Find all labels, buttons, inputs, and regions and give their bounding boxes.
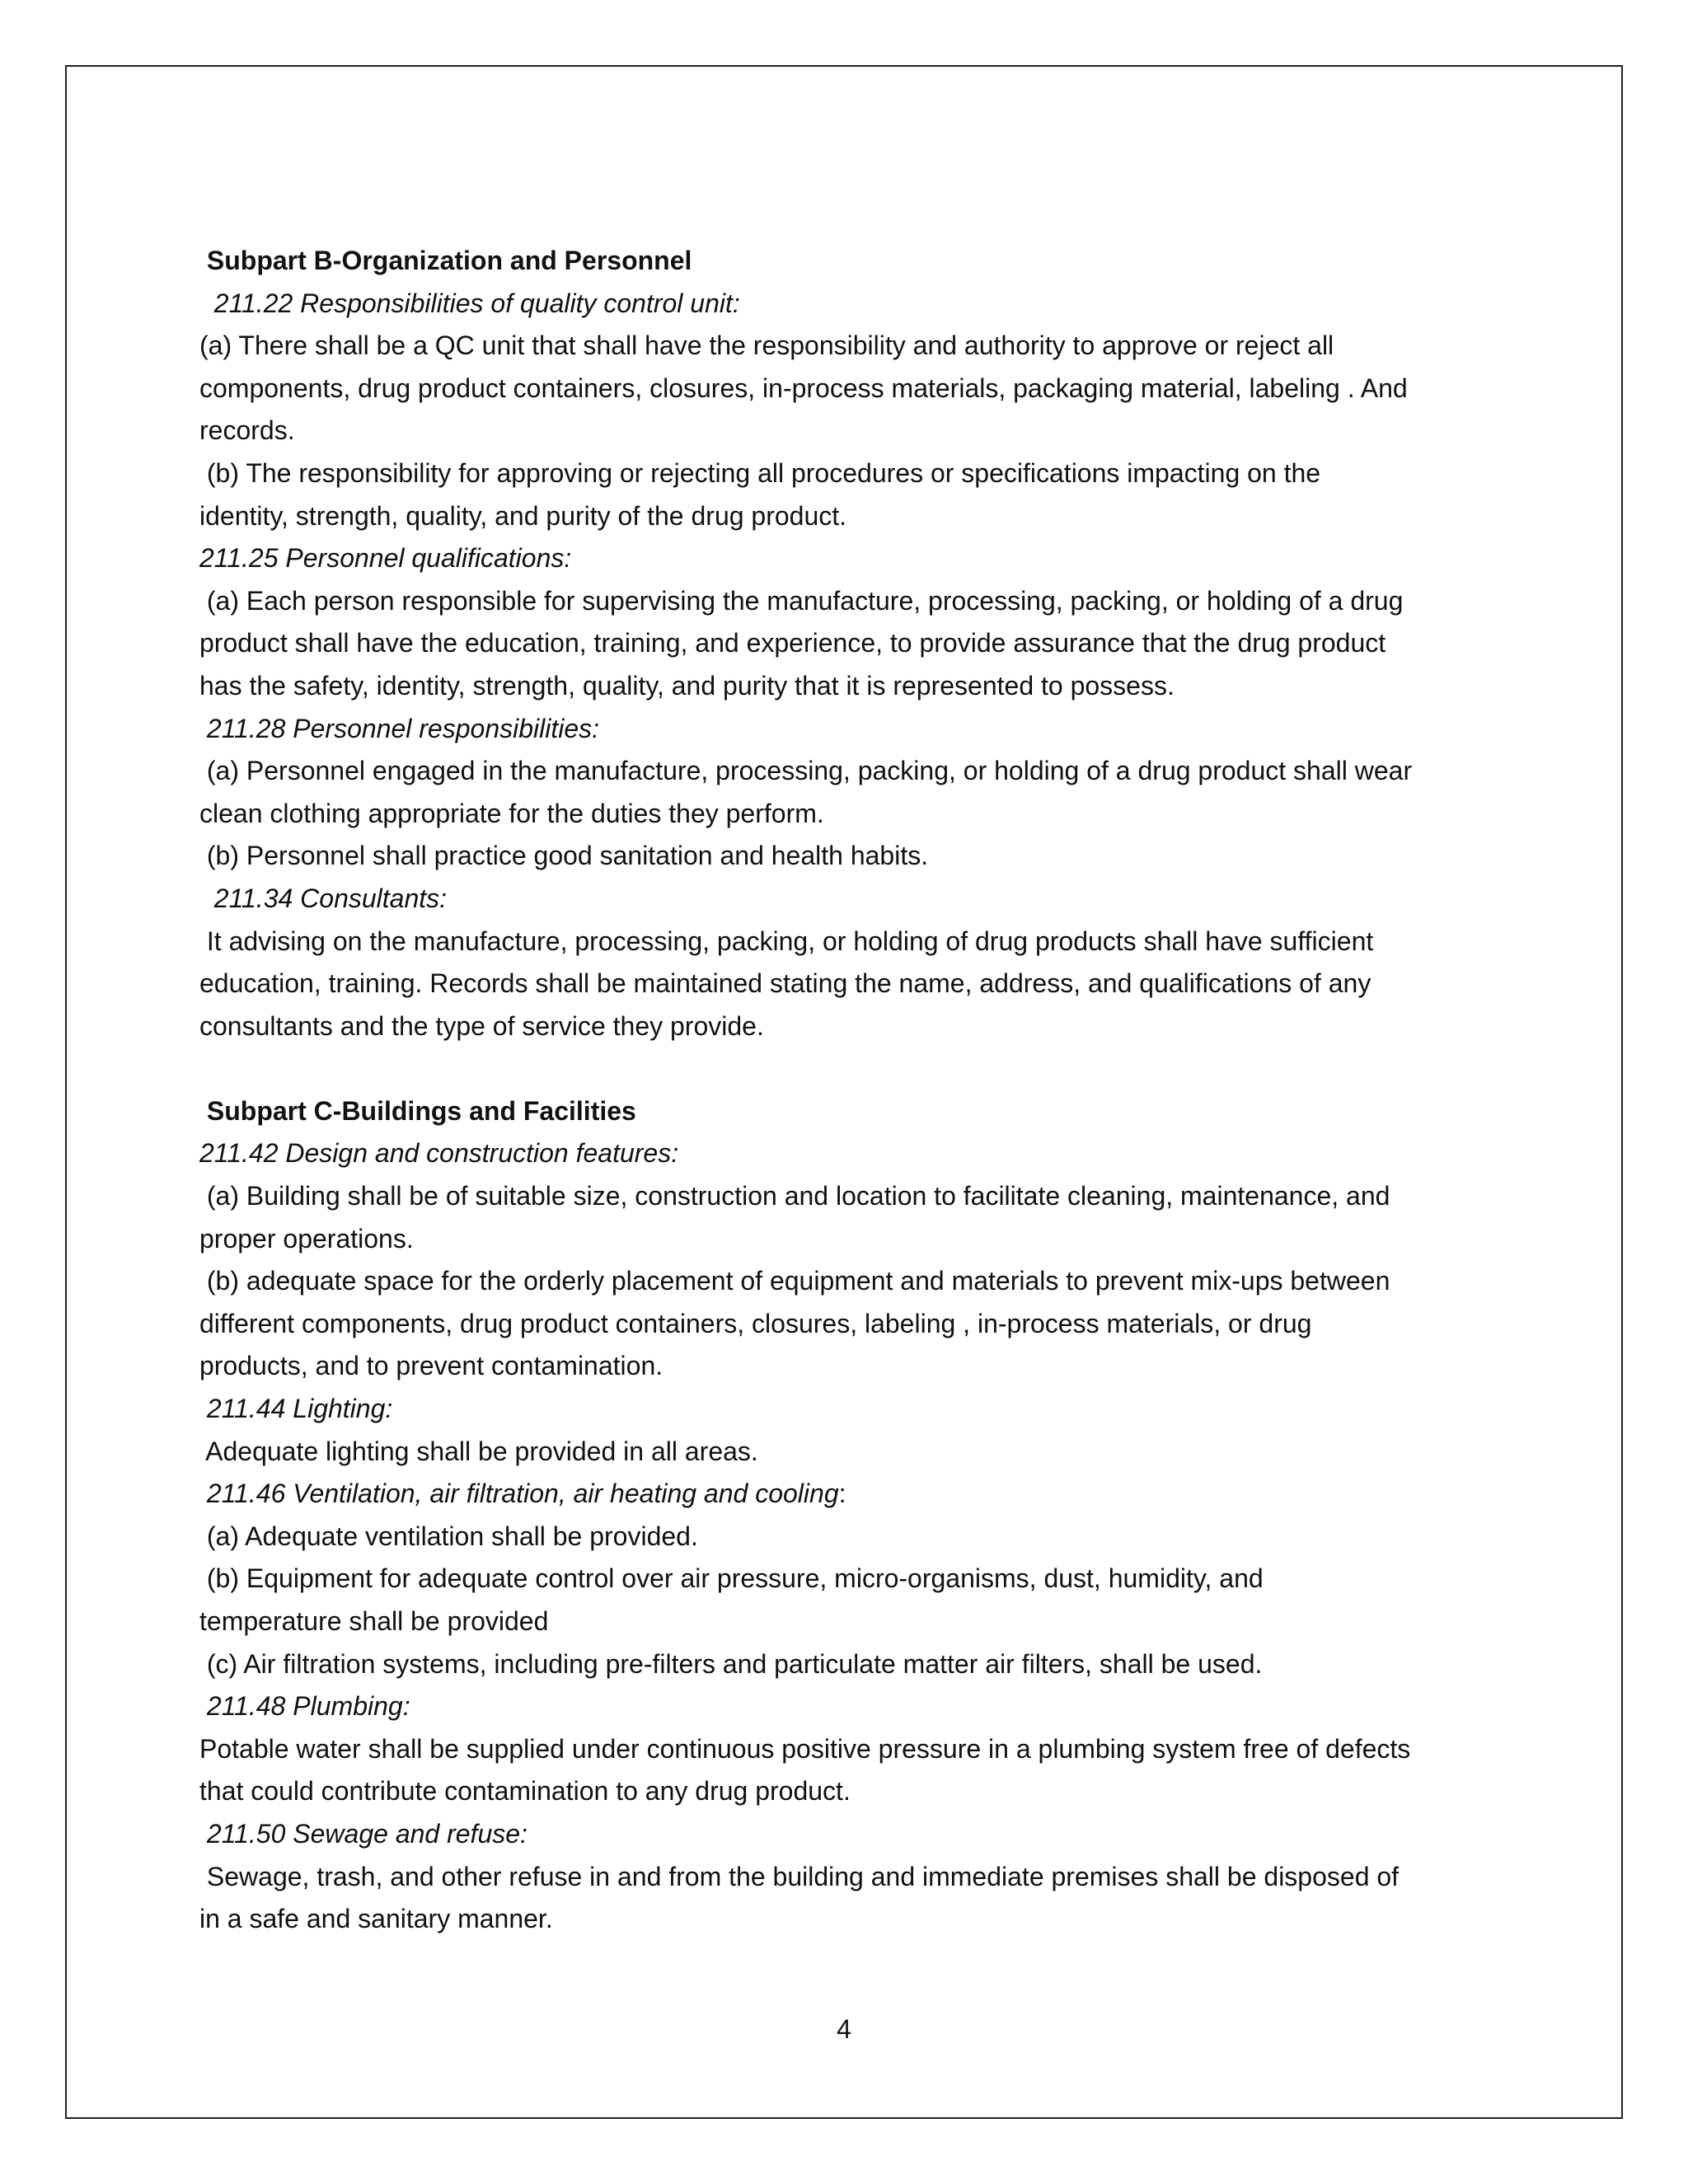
paragraph-line: identity, strength, quality, and purity of the drug product. (199, 500, 847, 531)
paragraph-line: products, and to prevent contamination. (199, 1351, 663, 1381)
paragraph-line: (a) There shall be a QC unit that shall have the responsibility and authority to approve or reject all (199, 330, 1334, 361)
section-211-42 (199, 1132, 1502, 1388)
paragraph-line: in a safe and sanitary manner. (199, 1904, 553, 1934)
section-211-46 (199, 1473, 1502, 1685)
section-title: 211.25 Personnel qualifications: (199, 543, 572, 574)
paragraph-line: (a) Personnel engaged in the manufacture, processing, packing, or holding of a drug product shall wear (199, 756, 1413, 786)
paragraph-line: has the safety, identity, strength, quality, and purity that it is represented to possess. (199, 670, 1175, 701)
paragraph-line: (a) Building shall be of suitable size, construction and location to facilitate cleaning, maintenance, and (199, 1181, 1390, 1212)
subpart-b-heading: Subpart B-Organization and Personnel (199, 246, 692, 275)
page-number: 4 (837, 2014, 851, 2044)
paragraph-line: Sewage, trash, and other refuse in and from the building and immediate premises shall be disposed of (199, 1861, 1400, 1891)
paragraph-line: components, drug product containers, closures, in-process materials, packaging material, labeling . And (199, 373, 1408, 403)
paragraph-line: (a) Adequate ventilation shall be provided. (199, 1521, 698, 1551)
section-title: 211.34 Consultants: (199, 883, 448, 913)
section-title: 211.46 Ventilation, air filtration, air heating and cooling (199, 1479, 839, 1509)
paragraph-line: It advising on the manufacture, processing, packing, or holding of drug products shall have sufficient (199, 926, 1374, 956)
paragraph-line: temperature shall be provided (199, 1606, 549, 1636)
document-body (199, 240, 1502, 1941)
section-title: 211.48 Plumbing: (199, 1691, 410, 1722)
paragraph-line: that could contribute contamination to any drug product. (199, 1776, 851, 1807)
section-211-22 (199, 283, 1502, 538)
section-211-44 (199, 1388, 1502, 1473)
section-211-34 (199, 878, 1502, 1047)
paragraph-line: (b) adequate space for the orderly placement of equipment and materials to prevent mix-ups between (199, 1266, 1390, 1296)
blank-line (199, 1047, 1502, 1090)
paragraph-line: (b) Equipment for adequate control over air pressure, micro-organisms, dust, humidity, and (199, 1563, 1264, 1594)
section-211-48 (199, 1685, 1502, 1813)
paragraph-line: consultants and the type of service they provide. (199, 1010, 764, 1041)
section-title: 211.22 Responsibilities of quality control unit: (199, 288, 740, 318)
paragraph-line: Adequate lighting shall be provided in all areas. (199, 1436, 758, 1466)
subpart-c-heading: Subpart C-Buildings and Facilities (199, 1095, 636, 1126)
paragraph-line: (b) The responsibility for approving or rejecting all procedures or specifications impacting on the (199, 457, 1321, 488)
paragraph-line: (c) Air filtration systems, including pre-filters and particulate matter air filters, shall be used. (199, 1648, 1263, 1679)
paragraph-line: (b) Personnel shall practice good sanitation and health habits. (199, 841, 929, 871)
section-title: 211.28 Personnel responsibilities: (199, 713, 600, 743)
paragraph-line: Potable water shall be supplied under continuous positive pressure in a plumbing system free of defects (199, 1733, 1411, 1764)
paragraph-line: product shall have the education, training, and experience, to provide assurance that the drug product (199, 628, 1386, 658)
section-title-colon: : (838, 1479, 846, 1509)
section-211-50 (199, 1813, 1502, 1941)
paragraph-line: clean clothing appropriate for the duties they perform. (199, 798, 824, 828)
section-title: 211.44 Lighting: (199, 1394, 393, 1424)
paragraph-line: proper operations. (199, 1223, 414, 1254)
paragraph-line: education, training. Records shall be maintained stating the name, address, and qualifications of any (199, 968, 1372, 999)
section-211-28 (199, 708, 1502, 878)
paragraph-line: records. (199, 415, 295, 446)
section-211-25 (199, 537, 1502, 707)
paragraph-line: different components, drug product containers, closures, labeling , in-process materials, or drug (199, 1308, 1312, 1338)
section-title: 211.50 Sewage and refuse: (199, 1818, 528, 1849)
section-title: 211.42 Design and construction features: (199, 1138, 679, 1169)
paragraph-line: (a) Each person responsible for supervising the manufacture, processing, packing, or holding of a drug (199, 585, 1404, 616)
section-title-row (199, 1473, 1502, 1516)
